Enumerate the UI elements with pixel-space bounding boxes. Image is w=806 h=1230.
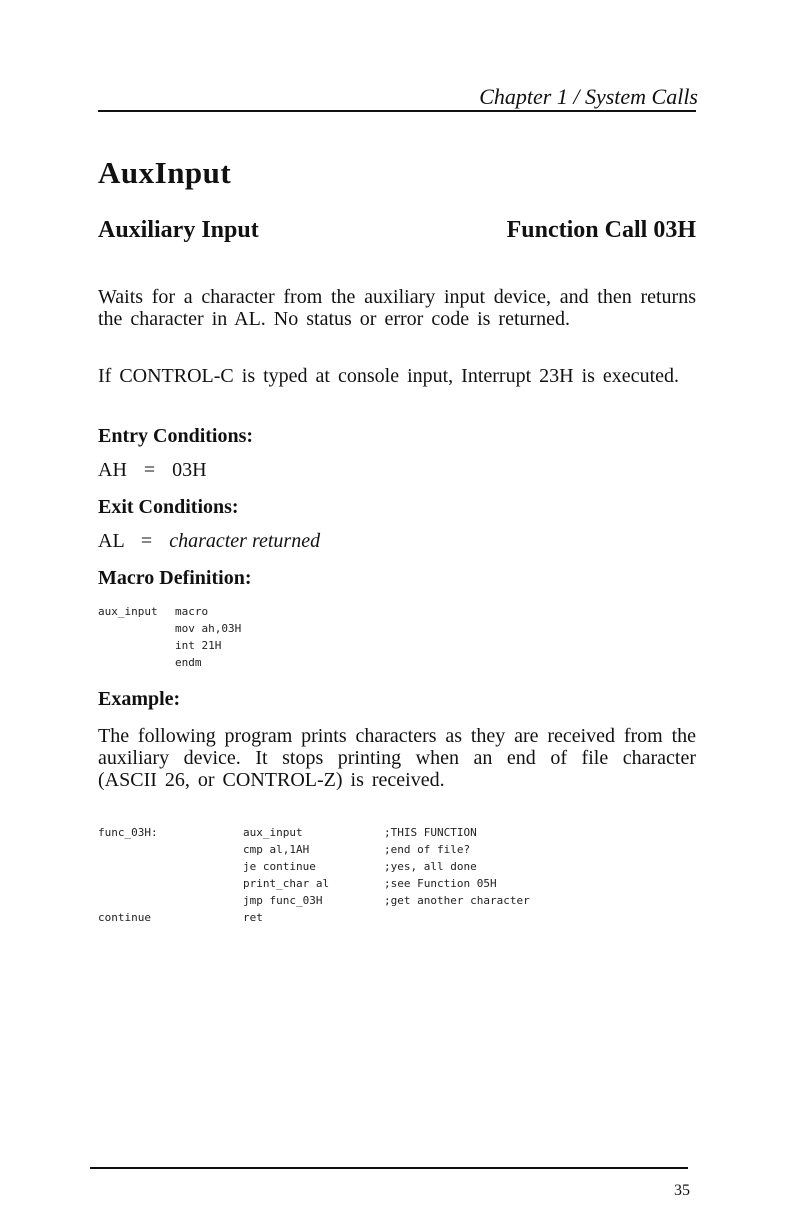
entry-heading: Entry Conditions: [98, 425, 254, 447]
code-comment-2: ;end of file? [384, 843, 471, 856]
code-instruction-6: ret [243, 911, 263, 924]
code-instruction-3: je continue [243, 860, 316, 873]
macro-line-3: int 21H [175, 639, 222, 652]
subtitle-row [98, 217, 696, 244]
code-comment-3: ;yes, all done [384, 860, 477, 873]
header-rule [98, 110, 696, 112]
exit-heading: Exit Conditions: [98, 496, 239, 518]
code-comment-1: ;THIS FUNCTION [384, 826, 477, 839]
running-head: Chapter 1 / System Calls [479, 84, 698, 109]
subtitle-right: Function Call 03H [506, 217, 696, 243]
example-paragraph: The following program prints characters as they are received from the auxiliary device. It stops printing when an end of file character (ASCII 26, or CONTROL-Z) is received. [98, 725, 696, 791]
code-label-6: continue [98, 911, 151, 924]
example-heading: Example: [98, 688, 181, 710]
entry-equals: = [143, 459, 156, 481]
entry-value: 03H [172, 459, 207, 481]
code-comment-5: ;get another character [384, 894, 530, 907]
exit-register: AL [98, 530, 124, 552]
description-paragraph-1: Waits for a character from the auxiliary input device, and then returns the character in AL. No status or error code is returned. [98, 286, 696, 330]
exit-equals: = [140, 530, 153, 552]
exit-value: character returned [169, 530, 321, 552]
macro-heading: Macro Definition: [98, 567, 252, 589]
page-title: AuxInput [98, 155, 232, 190]
code-instruction-2: cmp al,1AH [243, 843, 310, 856]
macro-line-2: mov ah,03H [175, 622, 242, 635]
description-paragraph-2: If CONTROL-C is typed at console input, Interrupt 23H is executed. [98, 365, 679, 387]
exit-condition [98, 530, 320, 553]
entry-condition [98, 459, 207, 482]
code-instruction-5: jmp func_03H [243, 894, 323, 907]
macro-label: aux_input [98, 605, 158, 618]
entry-register: AH [98, 459, 127, 481]
code-instruction-4: print_char al [243, 877, 330, 890]
macro-line-1: macro [175, 605, 209, 618]
macro-line-4: endm [175, 656, 202, 669]
subtitle-left: Auxiliary Input [98, 217, 259, 243]
code-comment-4: ;see Function 05H [384, 877, 497, 890]
footer-rule [90, 1167, 688, 1169]
page-number: 35 [674, 1182, 690, 1199]
code-instruction-1: aux_input [243, 826, 303, 839]
code-label-1: func_03H: [98, 826, 158, 839]
